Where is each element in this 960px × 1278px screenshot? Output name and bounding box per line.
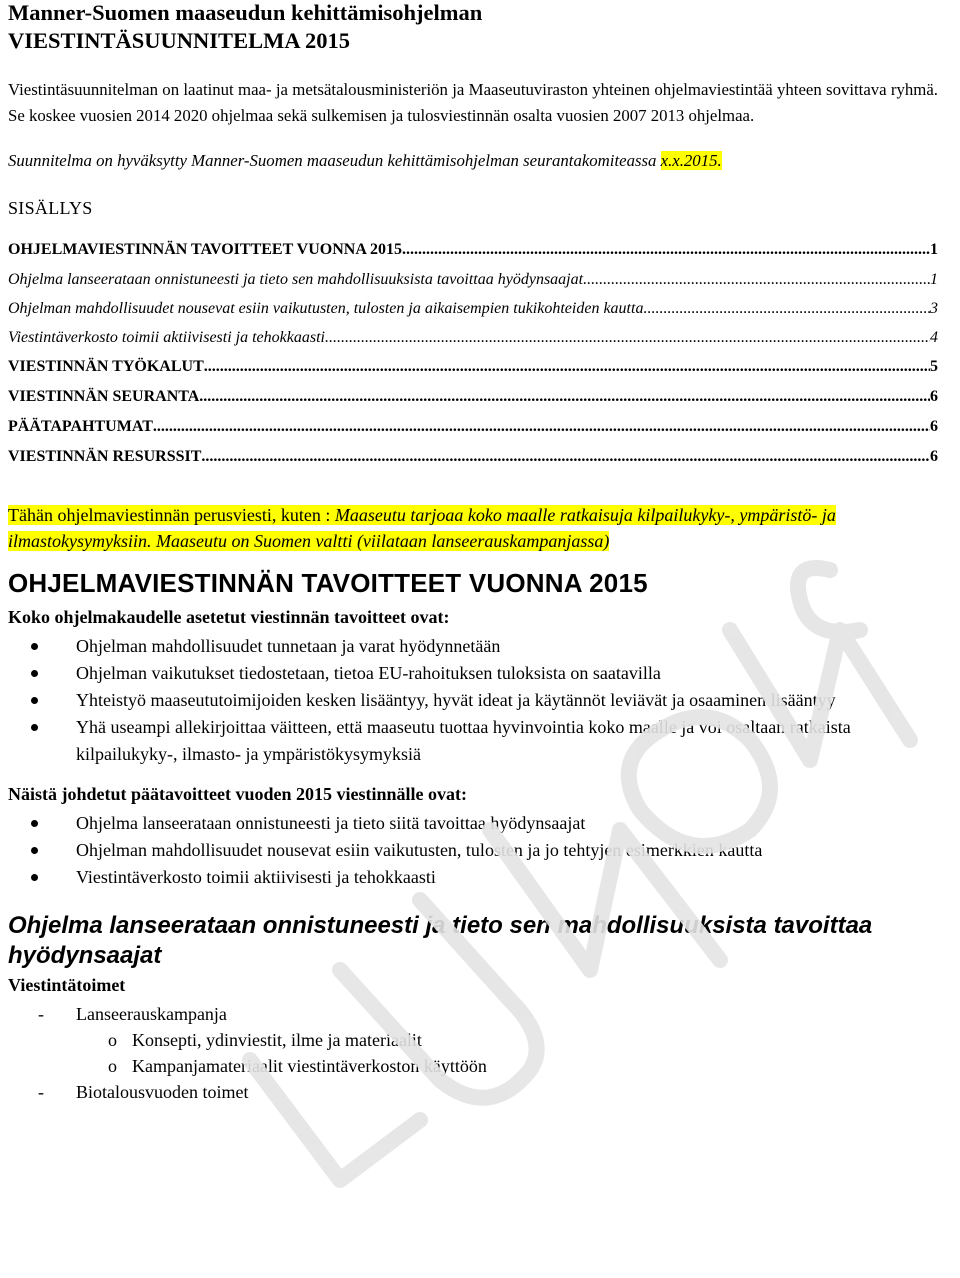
toc-page-number: 5 xyxy=(930,358,938,375)
table-of-contents xyxy=(8,241,938,478)
list-item: Ohjelman vaikutukset tiedostetaan, tietoa EU-rahoituksen tuloksista on saatavilla xyxy=(8,660,938,687)
list-item: Ohjelman mahdollisuudet tunnetaan ja varat hyödynnetään xyxy=(8,633,938,660)
list-item: o Konsepti, ydinviestit, ilme ja materiaalit xyxy=(76,1027,938,1053)
core-message-italic: Maaseutu tarjoaa koko maalle ratkaisuja kilpailukyky-, ympäristö- ja ilmastokysymyksiin. xyxy=(8,505,836,551)
goals-subheading: Koko ohjelmakaudelle asetetut viestinnän tavoitteet ovat: xyxy=(8,607,450,627)
toc-page-number: 6 xyxy=(930,448,938,465)
toc-item[interactable]: Ohjelman mahdollisuudet nousevat esiin vaikutusten, tulosten ja aikaisempien tukikohteiden kautta ..... 3 xyxy=(8,300,938,329)
list-item: Yhä useampi allekirjoittaa väitteen, että maaseutu tuottaa hyvinvointia koko maalle ja voi osaltaan ratkaista kilpailukyky-, ilmasto- ja ympäristökysymyksiä xyxy=(8,714,938,768)
toc-page-number: 3 xyxy=(930,300,938,317)
actions-subheading: Viestintätoimet xyxy=(8,975,126,995)
list-item: o Kampanjamateriaalit viestintäverkoston käyttöön xyxy=(76,1053,938,1079)
list-item: - Biotalousvuoden toimet xyxy=(8,1079,938,1105)
core-message-suffix: Maaseutu on Suomen valtti (viilataan lanseerauskampanjassa) xyxy=(151,531,610,551)
list-item: Ohjelman mahdollisuudet nousevat esiin vaikutusten, tulosten ja jo tehtyjen esimerkkien kautta xyxy=(8,837,938,864)
list-item: Ohjelma lanseerataan onnistuneesti ja tieto siitä tavoittaa hyödynsaajat xyxy=(8,810,938,837)
document-page xyxy=(8,0,938,1105)
approval-text: Suunnitelma on hyväksytty Manner-Suomen maaseudun kehittämisohjelman seurantakomiteassa xyxy=(8,151,661,170)
section-heading-launch: Ohjelma lanseerataan onnistuneesti ja tieto sen mahdollisuuksista tavoittaa hyödynsaajat xyxy=(8,912,873,969)
title-line-2: VIESTINTÄSUUNNITELMA 2015 xyxy=(8,28,350,53)
main-goals-list xyxy=(8,810,938,891)
section-heading-goals: OHJELMAVIESTINNÄN TAVOITTEET VUONNA 2015 xyxy=(8,568,648,598)
toc-item[interactable]: PÄÄTAPAHTUMAT ..... 6 xyxy=(8,418,938,448)
toc-page-number: 1 xyxy=(930,241,938,258)
toc-item[interactable]: Viestintäverkosto toimii aktiivisesti ja tehokkaasti ..... 4 xyxy=(8,329,938,358)
approval-note xyxy=(8,150,938,172)
toc-page-number: 4 xyxy=(930,329,938,346)
toc-page-number: 6 xyxy=(930,388,938,405)
toc-page-number: 1 xyxy=(930,271,938,288)
core-message-prefix: Tähän ohjelmaviestinnän perusviesti, kuten : xyxy=(8,505,335,525)
toc-item[interactable]: VIESTINNÄN SEURANTA ..... 6 xyxy=(8,388,938,418)
toc-heading: SISÄLLYS xyxy=(8,198,93,218)
actions-list xyxy=(8,1001,938,1105)
list-item: - Lanseerauskampanja o Konsepti, ydinviestit, ilme ja materiaalit o Kampanjamateriaalit viestintäverkoston käyttöön xyxy=(8,1001,938,1079)
title-line-1: Manner-Suomen maaseudun kehittämisohjelman xyxy=(8,0,483,25)
core-message xyxy=(8,502,938,554)
main-goals-subheading: Näistä johdetut päätavoitteet vuoden 2015 viestinnälle ovat: xyxy=(8,784,467,804)
toc-item[interactable]: OHJELMAVIESTINNÄN TAVOITTEET VUONNA 2015 ..... 1 xyxy=(8,241,938,271)
goals-list xyxy=(8,633,938,768)
toc-item[interactable]: Ohjelma lanseerataan onnistuneesti ja tieto sen mahdollisuuksista tavoittaa hyödynsaajat ..... 1 xyxy=(8,271,938,300)
intro-paragraph: Viestintäsuunnitelman on laatinut maa- ja metsätalousministeriön ja Maaseutuviraston yhteinen ohjelmaviestintää yhteen sovittava ryhmä. Se koskee vuosien 2014 2020 ohjelmaa sekä sulkemisen ja tulosviestinnän osalta vuosien 2007 2013 ohjelmaa. xyxy=(8,80,938,125)
toc-page-number: 6 xyxy=(930,418,938,435)
approval-date-highlight: x.x.2015. xyxy=(660,151,722,170)
document-title xyxy=(8,0,938,55)
list-item: Yhteistyö maaseututoimijoiden kesken lisääntyy, hyvät ideat ja käytännöt leviävät ja osaaminen lisääntyy xyxy=(8,687,938,714)
toc-item[interactable]: VIESTINNÄN RESURSSIT ..... 6 xyxy=(8,448,938,478)
list-item: Viestintäverkosto toimii aktiivisesti ja tehokkaasti xyxy=(8,864,938,891)
toc-item[interactable]: VIESTINNÄN TYÖKALUT ..... 5 xyxy=(8,358,938,388)
sub-list xyxy=(76,1027,938,1079)
